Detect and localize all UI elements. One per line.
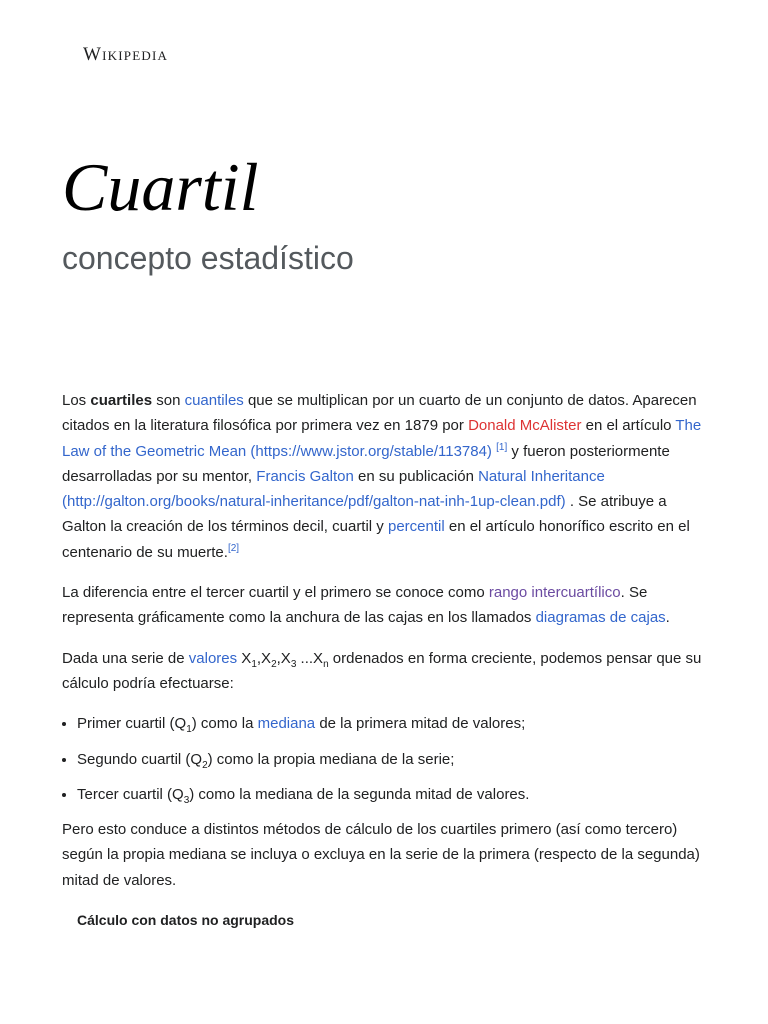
- list-item-q2: [77, 747, 706, 772]
- text: X: [237, 649, 252, 667]
- text: son: [152, 392, 185, 409]
- link-francis-galton[interactable]: Francis Galton: [256, 467, 354, 485]
- link-mediana[interactable]: mediana: [257, 715, 316, 733]
- link-natural-inheritance[interactable]: Natural Inheritance (http://galton.org/books/natural-inheritance/pdf/galton-nat-inh-1up-clean.pdf): [62, 467, 605, 511]
- subscript: 3: [290, 658, 297, 670]
- wikipedia-wordmark[interactable]: Wikipedia: [83, 44, 169, 65]
- link-rango-intercuartilico[interactable]: rango intercuartílico: [488, 584, 621, 602]
- text: ,X: [276, 649, 291, 667]
- text: La diferencia entre el tercer cuartil y el primero se conoce como: [62, 584, 489, 602]
- text: . Se atribuye a Galton la creación de los términos decil, cuartil y: [62, 493, 667, 536]
- bold-term-cuartiles: cuartiles: [90, 392, 153, 409]
- list-item-q1: [77, 711, 706, 736]
- subscript: 2: [271, 658, 277, 670]
- subscript: 1: [251, 658, 257, 670]
- text: Segundo cuartil (Q: [77, 750, 203, 768]
- text: ) como la mediana de la segunda mitad de valores.: [189, 785, 530, 803]
- text: Los: [62, 392, 91, 409]
- text: ) como la propia mediana de la serie;: [207, 750, 455, 768]
- text: Primer cuartil (Q: [77, 715, 187, 733]
- text: Dada una serie de: [62, 649, 189, 667]
- paragraph-metodos: Pero esto conduce a distintos métodos de cálculo de los cuartiles primero (así como tercero) según la propia mediana se incluya o excluya en la serie de la primera (respecto de la segunda) mitad de valores.: [62, 821, 700, 889]
- subscript: n: [323, 658, 329, 670]
- text: en el artículo honorífico escrito en el centenario de su muerte.: [62, 518, 690, 561]
- article-body: [62, 388, 706, 933]
- subscript: 2: [202, 759, 208, 771]
- link-diagramas-de-cajas[interactable]: diagramas de cajas: [535, 609, 666, 627]
- paragraph-serie: [62, 646, 706, 697]
- text: en el artículo: [581, 417, 676, 435]
- section-heading-datos-no-agrupados: Cálculo con datos no agrupados: [77, 912, 295, 929]
- reference-2[interactable]: [2]: [227, 542, 240, 554]
- text: en su publicación: [353, 467, 479, 485]
- text: Tercer cuartil (Q: [77, 785, 184, 803]
- text: ...X: [296, 649, 324, 667]
- page-title: Cuartil: [62, 149, 259, 225]
- text: . Se representa gráficamente como la anchura de las cajas en los llamados: [62, 584, 648, 627]
- text: .: [665, 609, 670, 627]
- paragraph-rango: [62, 580, 706, 631]
- link-law-geometric-mean[interactable]: The Law of the Geometric Mean (https://www.jstor.org/stable/113784): [62, 417, 702, 460]
- subscript: 3: [183, 794, 190, 806]
- subscript: 1: [186, 724, 192, 736]
- text: ) como la: [191, 715, 258, 733]
- list-item-q3: [77, 782, 706, 807]
- reference-1[interactable]: [1]: [496, 441, 508, 453]
- quartile-list: [62, 711, 706, 807]
- page-subtitle: concepto estadístico: [62, 240, 354, 276]
- link-donald-mcalister[interactable]: Donald McAlister: [468, 417, 582, 435]
- link-cuantiles[interactable]: cuantiles: [184, 392, 244, 409]
- text: que se multiplican por un cuarto de un conjunto de datos. Aparecen citados en la literatura filosófica por primera vez en 1879 por: [62, 392, 697, 435]
- text: ordenados en forma creciente, podemos pensar que su cálculo podría efectuarse:: [62, 649, 702, 692]
- link-valores[interactable]: valores: [188, 649, 238, 667]
- text: ,X: [256, 649, 272, 667]
- text: de la primera mitad de valores;: [315, 715, 526, 733]
- text: y fueron posteriormente desarrolladas por su mentor,: [62, 442, 670, 485]
- link-percentil[interactable]: percentil: [387, 518, 445, 536]
- paragraph-intro: [62, 388, 706, 565]
